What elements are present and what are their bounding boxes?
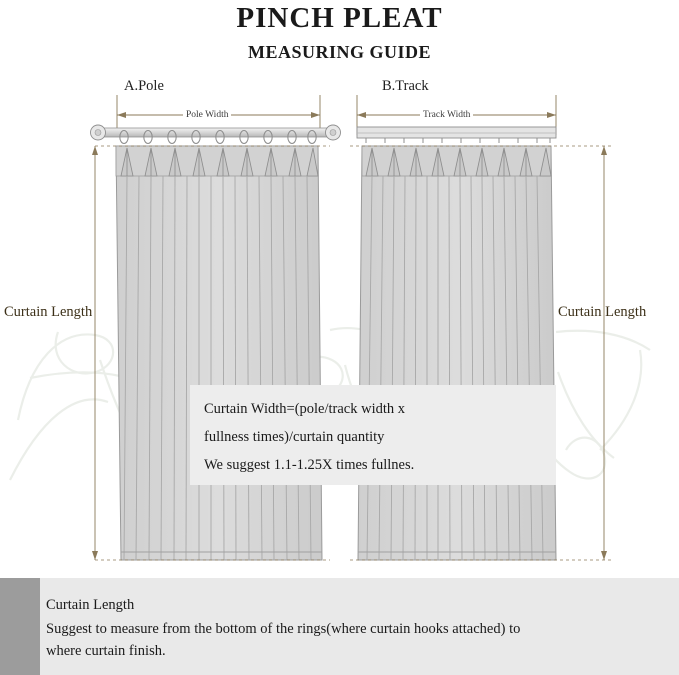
- footer-line-2: where curtain finish.: [46, 643, 166, 659]
- footer-accent-bar: [0, 578, 40, 675]
- formula-line-1: Curtain Width=(pole/track width x: [204, 401, 406, 417]
- track-width-caption: Track Width: [420, 110, 473, 120]
- formula-box: [190, 385, 556, 485]
- pole-width-caption: Pole Width: [183, 110, 231, 120]
- curtain-pole: [91, 125, 341, 144]
- curtain-length-label-left: Curtain Length: [4, 304, 93, 320]
- footer-text-block: [46, 597, 666, 662]
- panel-track: [350, 95, 612, 560]
- footer-line-1: Suggest to measure from the bottom of the rings(where curtain hooks attached) to: [46, 621, 521, 637]
- panel-pole: [91, 95, 341, 560]
- panel-label-track: B.Track: [382, 78, 429, 94]
- track-curtain-panel: [358, 146, 556, 560]
- footer-note: [0, 578, 679, 675]
- formula-line-2: fullness times)/curtain quantity: [204, 429, 385, 445]
- footer-title: Curtain Length: [46, 597, 135, 613]
- panel-label-pole: A.Pole: [124, 78, 164, 94]
- curtain-track: [357, 127, 556, 143]
- pole-curtain-panel: [116, 146, 322, 560]
- curtain-length-label-right: Curtain Length: [558, 304, 647, 320]
- page-subtitle: MEASURING GUIDE: [247, 42, 432, 62]
- formula-line-3: We suggest 1.1-1.25X times fullnes.: [204, 457, 415, 473]
- page-title: PINCH PLEAT: [236, 2, 443, 34]
